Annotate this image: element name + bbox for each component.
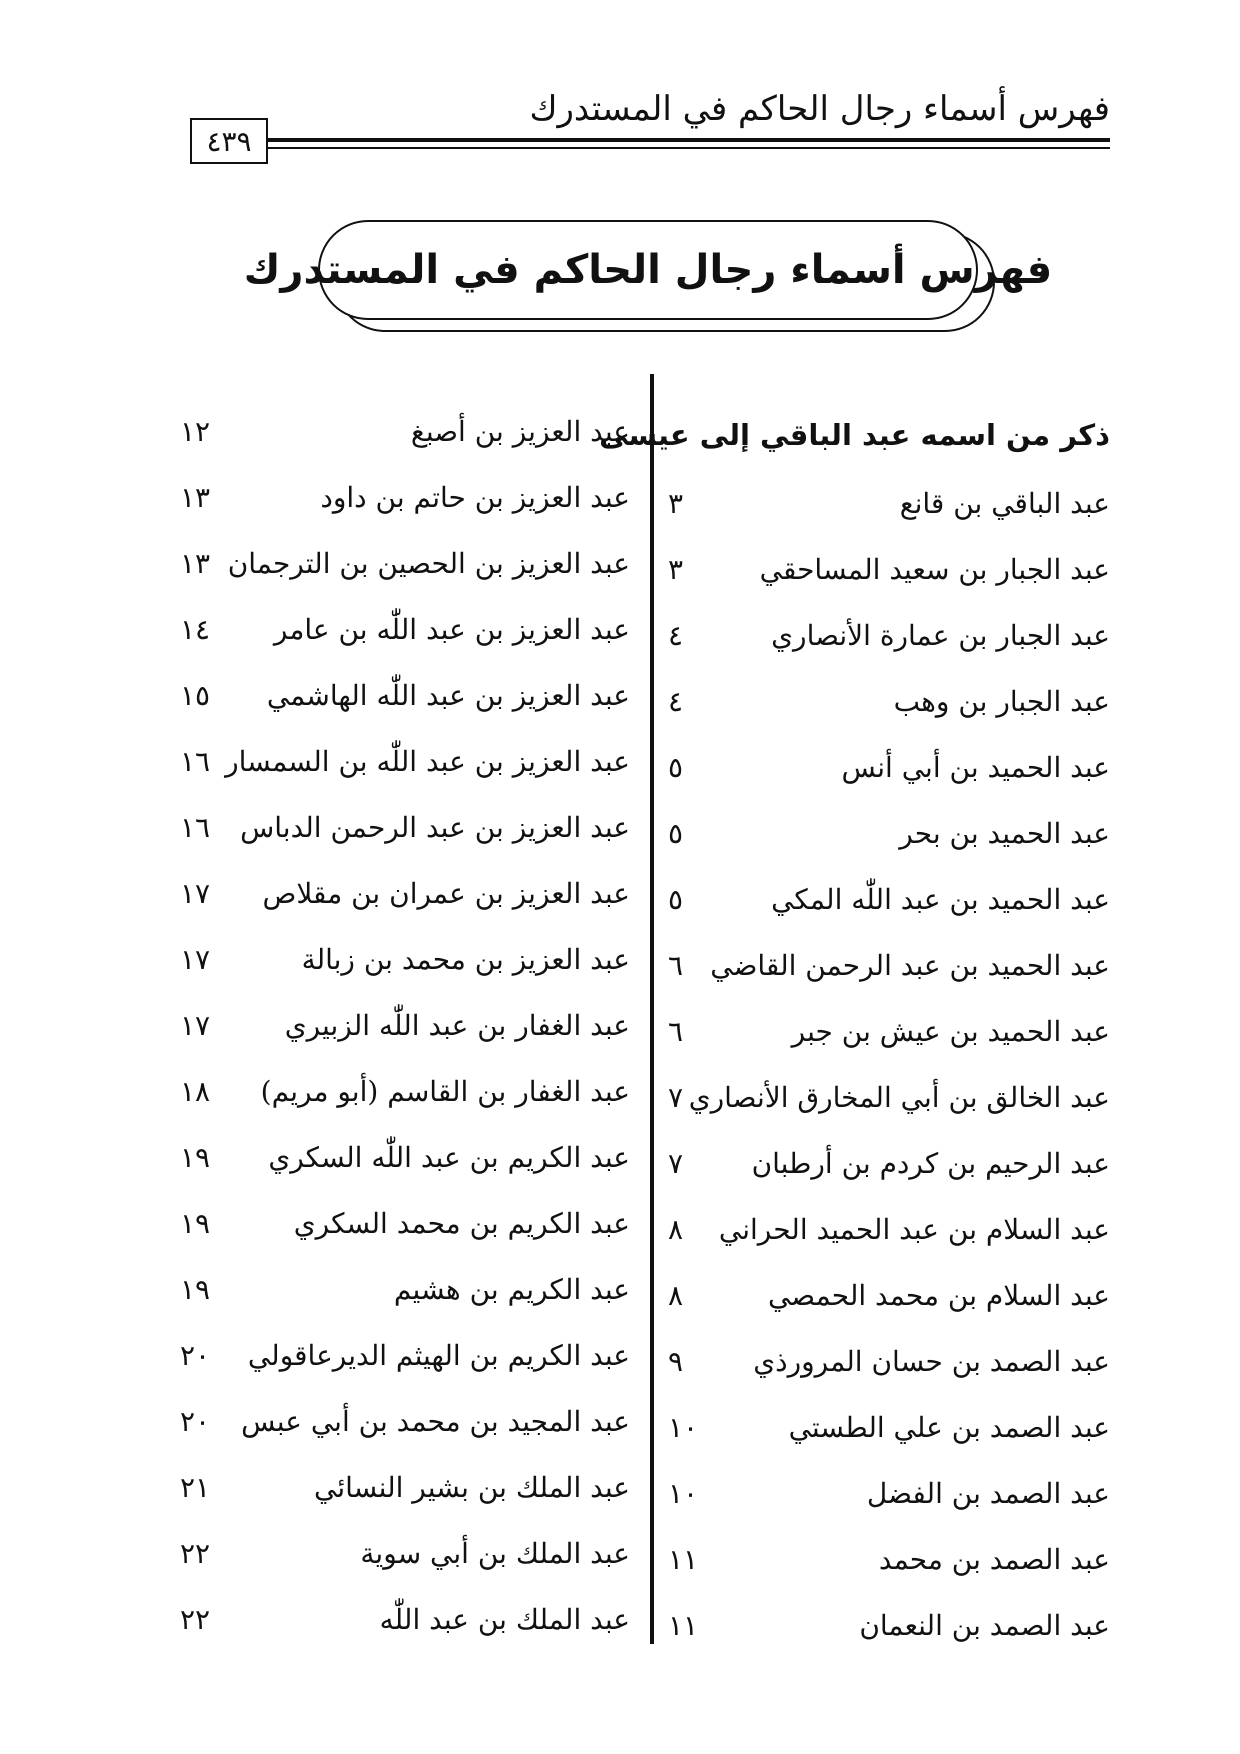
header-rule [268, 138, 1110, 142]
entry-name: عبد العزيز بن عبد اللّٰه الهاشمي [266, 679, 630, 712]
entry-name: عبد الرحيم بن كردم بن أرطبان [751, 1147, 1110, 1180]
entry-name: عبد العزيز بن الحصين بن الترجمان [227, 547, 630, 580]
entry-name: عبد الحميد بن عبد الرحمن القاضي [710, 949, 1110, 982]
entry-name: عبد الجبار بن عمارة الأنصاري [771, 619, 1110, 652]
index-entry [170, 1266, 640, 1314]
entry-page-number: ٧ [668, 1147, 684, 1180]
entry-page-number: ١٧ [180, 943, 211, 976]
entry-page-number: ٤ [668, 619, 684, 652]
index-entry [170, 1398, 640, 1446]
index-entry [170, 1200, 640, 1248]
entry-name: عبد الصمد بن حسان المرورذي [753, 1345, 1110, 1378]
entry-page-number: ٧ [668, 1081, 684, 1114]
entry-name: عبد الخالق بن أبي المخارق الأنصاري [688, 1081, 1110, 1114]
entry-name: عبد العزيز بن عبد الرحمن الدباس [240, 811, 630, 844]
entry-name: عبد الكريم بن عبد اللّٰه السكري [268, 1141, 630, 1174]
title-banner [243, 220, 1053, 320]
entry-page-number: ٢٢ [180, 1603, 211, 1636]
column-divider [650, 374, 654, 1644]
index-entry [170, 1596, 640, 1644]
entry-name: عبد المجيد بن محمد بن أبي عبس [241, 1405, 630, 1438]
index-entry [660, 744, 1110, 792]
entry-page-number: ٢١ [180, 1471, 211, 1504]
entry-page-number: ١١ [668, 1543, 699, 1576]
entry-name: عبد العزيز بن حاتم بن داود [320, 481, 630, 514]
index-entry [660, 810, 1110, 858]
entry-page-number: ٣ [668, 553, 684, 586]
entry-page-number: ٢٠ [180, 1405, 211, 1438]
entry-page-number: ١٧ [180, 877, 211, 910]
index-entry [170, 1002, 640, 1050]
index-entry [660, 942, 1110, 990]
entry-page-number: ٥ [668, 817, 684, 850]
entry-name: عبد الملك بن أبي سوية [360, 1537, 630, 1570]
entry-page-number: ١٠ [668, 1411, 699, 1444]
entry-name: عبد الصمد بن محمد [878, 1543, 1110, 1576]
entry-name: عبد الحميد بن عيش بن جبر [791, 1015, 1110, 1048]
entry-name: عبد العزيز بن أصبغ [410, 415, 630, 448]
index-entry [660, 678, 1110, 726]
index-entry [170, 1464, 640, 1512]
index-entry [660, 1206, 1110, 1254]
entry-name: عبد السلام بن عبد الحميد الحراني [718, 1213, 1110, 1246]
running-header-title: فهرس أسماء رجال الحاكم في المستدرك [529, 89, 1110, 129]
entry-name: عبد الكريم بن هشيم [393, 1273, 630, 1306]
index-entry [170, 804, 640, 852]
index-entry [170, 474, 640, 522]
entry-page-number: ١١ [668, 1609, 699, 1642]
index-entry [660, 1470, 1110, 1518]
index-entry [660, 546, 1110, 594]
entry-page-number: ١٥ [180, 679, 211, 712]
entry-name: عبد الصمد بن علي الطستي [788, 1411, 1110, 1444]
entry-page-number: ١٨ [180, 1075, 211, 1108]
entry-page-number: ٢٢ [180, 1537, 211, 1570]
index-title: فهرس أسماء رجال الحاكم في المستدرك [243, 247, 1053, 293]
entry-name: عبد الصمد بن الفضل [866, 1477, 1110, 1510]
entry-name: عبد الباقي بن قانع [899, 487, 1110, 520]
index-entry [660, 1602, 1110, 1650]
entry-page-number: ٤ [668, 685, 684, 718]
entry-page-number: ١٣ [180, 547, 211, 580]
entry-name: عبد الكريم بن محمد السكري [293, 1207, 630, 1240]
header-rule-thin [268, 147, 1110, 149]
entry-page-number: ١٦ [180, 745, 211, 778]
entry-name: عبد الحميد بن عبد اللّٰه المكي [771, 883, 1110, 916]
entry-page-number: ١٩ [180, 1273, 211, 1306]
entry-name: عبد الجبار بن سعيد المساحقي [759, 553, 1110, 586]
entry-name: عبد الكريم بن الهيثم الديرعاقولي [247, 1339, 630, 1372]
entry-name: عبد الغفار بن القاسم (أبو مريم) [260, 1075, 630, 1108]
page-number: ٤٣٩ [190, 118, 268, 164]
index-entry [660, 1272, 1110, 1320]
entry-page-number: ٦ [668, 1015, 684, 1048]
index-entry [170, 606, 640, 654]
index-entry [170, 1134, 640, 1182]
index-entry [170, 1332, 640, 1380]
index-entry [660, 1008, 1110, 1056]
index-entry [170, 870, 640, 918]
entry-page-number: ١٣ [180, 481, 211, 514]
index-entry [170, 408, 640, 456]
index-entry [660, 480, 1110, 528]
index-entry [660, 1536, 1110, 1584]
entry-name: عبد الحميد بن أبي أنس [841, 751, 1110, 784]
entry-name: عبد الجبار بن وهب [893, 685, 1110, 718]
entry-name: عبد الملك بن بشير النسائي [314, 1471, 630, 1504]
entry-page-number: ١٠ [668, 1477, 699, 1510]
index-entry [170, 1530, 640, 1578]
index-entry [660, 1140, 1110, 1188]
entry-name: عبد الغفار بن عبد اللّٰه الزبيري [284, 1009, 630, 1042]
entry-page-number: ١٤ [180, 613, 211, 646]
index-entry [170, 738, 640, 786]
entry-page-number: ٢٠ [180, 1339, 211, 1372]
entry-page-number: ١٦ [180, 811, 211, 844]
entry-name: عبد الحميد بن بحر [899, 817, 1110, 850]
index-entry [170, 1068, 640, 1116]
entry-name: عبد العزيز بن عمران بن مقلاص [262, 877, 630, 910]
index-entry [660, 876, 1110, 924]
entry-name: عبد العزيز بن عبد اللّٰه بن السمسار [225, 745, 630, 778]
entry-page-number: ٣ [668, 487, 684, 520]
entry-name: عبد الصمد بن النعمان [859, 1609, 1110, 1642]
entry-name: عبد الملك بن عبد اللّٰه [379, 1603, 630, 1636]
entry-page-number: ٨ [668, 1279, 684, 1312]
index-entry [660, 1404, 1110, 1452]
entry-page-number: ٦ [668, 949, 684, 982]
index-entry [660, 1338, 1110, 1386]
entry-page-number: ١٩ [180, 1207, 211, 1240]
entry-page-number: ١٢ [180, 415, 211, 448]
index-entry [660, 612, 1110, 660]
entry-page-number: ٥ [668, 751, 684, 784]
index-entry [170, 936, 640, 984]
index-entry [170, 672, 640, 720]
index-entry [660, 1074, 1110, 1122]
entry-page-number: ١٩ [180, 1141, 211, 1174]
section-heading: ذكر من اسمه عبد الباقي إلى عيسى [599, 418, 1110, 452]
entry-page-number: ٨ [668, 1213, 684, 1246]
entry-name: عبد السلام بن محمد الحمصي [767, 1279, 1110, 1312]
entry-page-number: ٩ [668, 1345, 684, 1378]
entry-name: عبد العزيز بن محمد بن زبالة [301, 943, 630, 976]
entry-name: عبد العزيز بن عبد اللّٰه بن عامر [273, 613, 630, 646]
entry-page-number: ٥ [668, 883, 684, 916]
entry-page-number: ١٧ [180, 1009, 211, 1042]
index-entry [170, 540, 640, 588]
